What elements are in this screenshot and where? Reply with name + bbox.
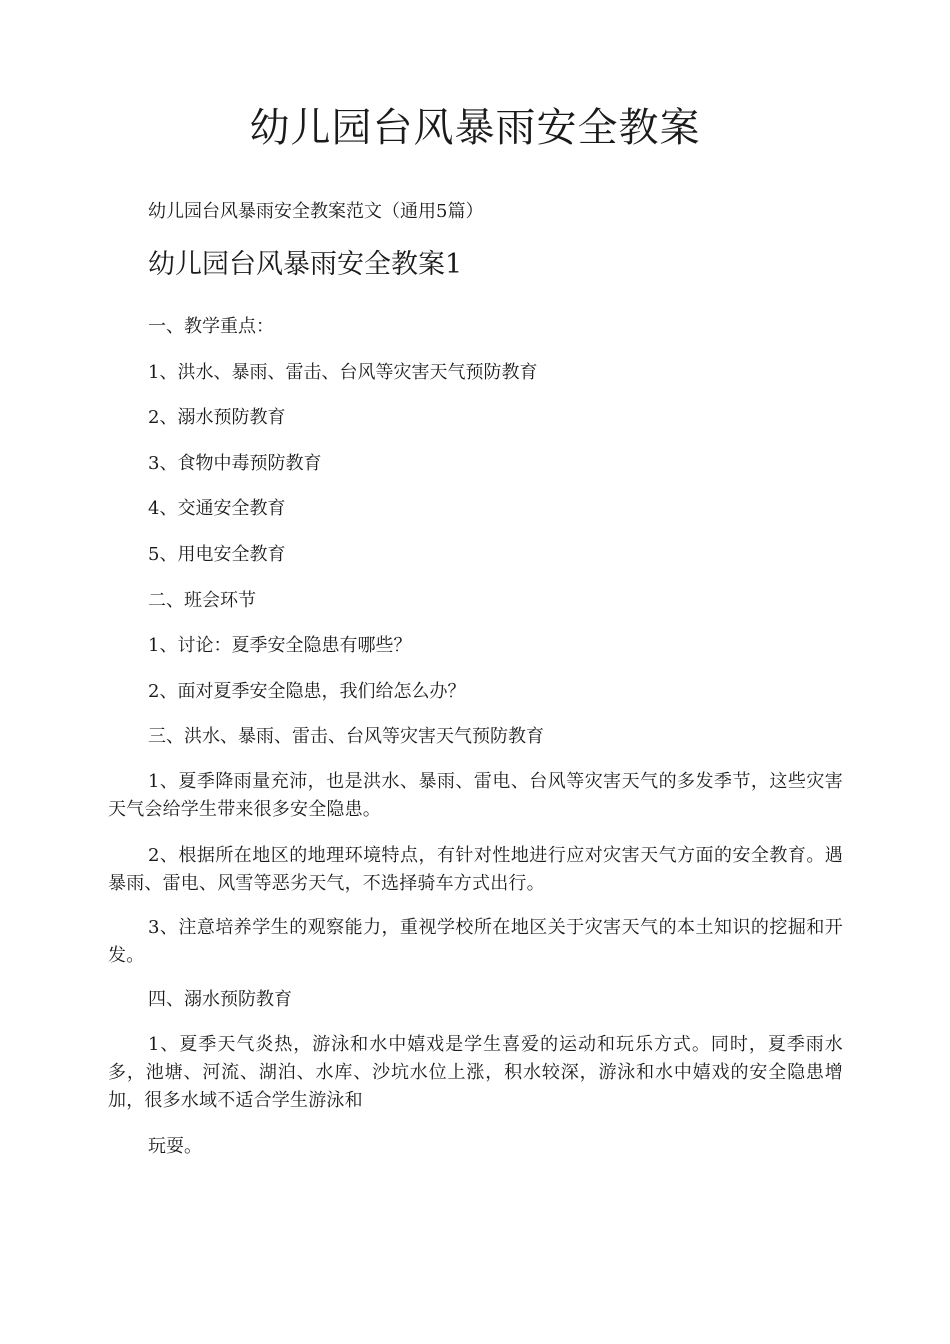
section-heading: 幼儿园台风暴雨安全教案1: [148, 249, 463, 280]
paragraph: 1、夏季降雨量充沛，也是洪水、暴雨、雷电、台风等灾害天气的多发季节，这些灾害天气会给学生带来很多安全隐患。: [108, 771, 843, 820]
list-item: 2、溺水预防教育: [148, 407, 286, 428]
paragraph: 2、根据所在地区的地理环境特点，有针对性地进行应对灾害天气方面的安全教育。遇暴雨、雷电、风雪等恶劣天气，不选择骑车方式出行。: [108, 845, 843, 894]
heading-disaster-weather: 三、洪水、暴雨、雷击、台风等灾害天气预防教育: [148, 726, 544, 747]
list-item: 1、洪水、暴雨、雷击、台风等灾害天气预防教育: [148, 362, 538, 383]
list-item: 5、用电安全教育: [148, 544, 286, 565]
list-item: 2、面对夏季安全隐患，我们给怎么办？: [148, 681, 466, 702]
heading-class-meeting: 二、班会环节: [148, 590, 256, 611]
list-item: 3、食物中毒预防教育: [148, 453, 322, 474]
paragraph: 1、夏季天气炎热，游泳和水中嬉戏是学生喜爱的运动和玩乐方式。同时，夏季雨水多，池塘、河流、湖泊、水库、沙坑水位上涨，积水较深，游泳和水中嬉戏的安全隐患增加，很多水域不适合学生游泳和: [108, 1034, 843, 1111]
heading-drowning-prevention: 四、溺水预防教育: [148, 989, 292, 1010]
list-item: 1、讨论：夏季安全隐患有哪些？: [148, 635, 412, 656]
document-subtitle: 幼儿园台风暴雨安全教案范文（通用5篇）: [148, 201, 484, 222]
paragraph-tail: 玩耍。: [148, 1136, 202, 1157]
paragraph: 3、注意培养学生的观察能力，重视学校所在地区关于灾害天气的本土知识的挖掘和开发。: [108, 917, 843, 966]
document-title: 幼儿园台风暴雨安全教案: [249, 105, 701, 151]
heading-teaching-focus: 一、教学重点：: [148, 316, 274, 337]
list-item: 4、交通安全教育: [148, 498, 286, 519]
